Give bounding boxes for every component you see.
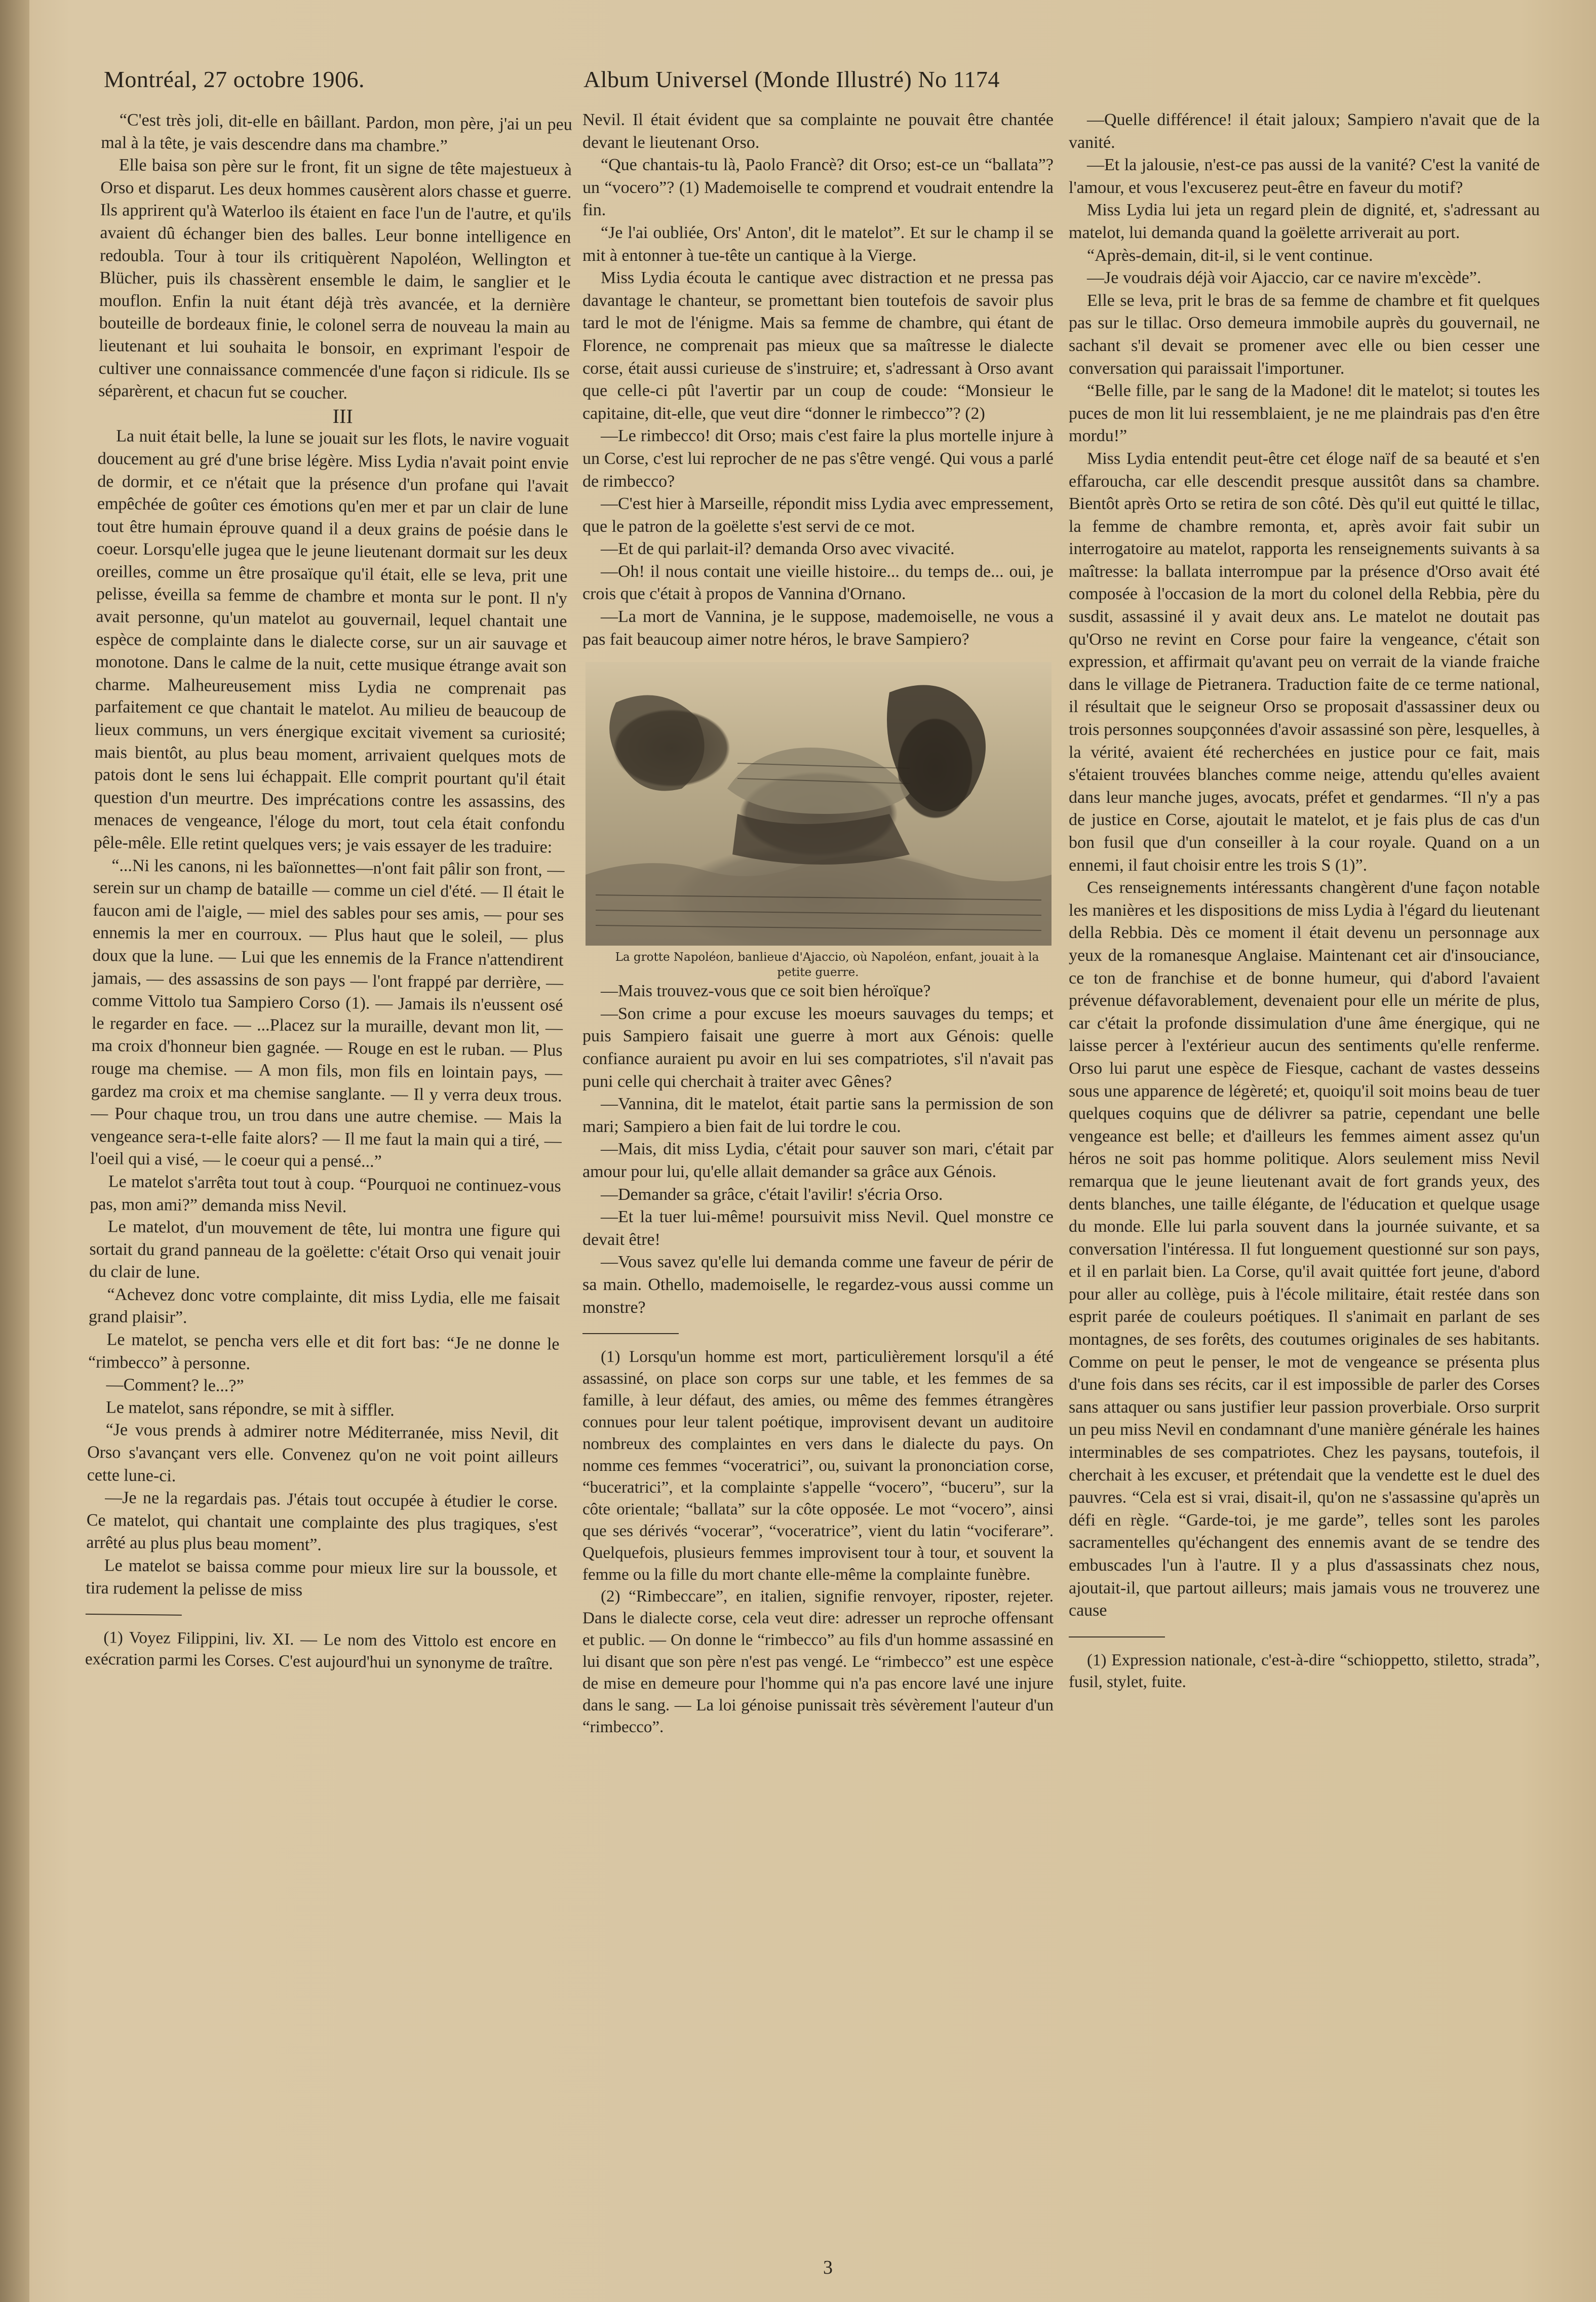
paragraph: “Je l'ai oubliée, Ors' Anton', dit le matelot”. Et sur le champ il se mit à entonner à tue-tête un cantique à la Vierge.: [582, 223, 1054, 265]
footnote: (1) Voyez Filippini, liv. XI. — Le nom des Vittolo est encore en exécration parmi les Corses. C'est aujourd'hui un synonyme de traître.: [85, 1628, 557, 1673]
paragraph: Le matelot, d'un mouvement de tête, lui montra une figure qui sortait du grand panneau de la goëlette: c'était Orso qui venait jouir du clair de lune.: [89, 1217, 561, 1282]
paragraph: —Mais trouvez-vous que ce soit bien héroïque?: [601, 982, 931, 1001]
paragraph: —Je ne la regardais pas. J'étais tout occupée à étudier le corse. Ce matelot, qui chantait une complainte des plus tragiques, s'est arrêté au plus plus beau moment”.: [86, 1488, 558, 1555]
image-caption: La grotte Napoléon, banlieue d'Ajaccio, où Napoléon, enfant, jouait à la petite guerre.: [615, 951, 1039, 980]
footnote-rule: [86, 1614, 182, 1616]
page-binding-edge: [0, 0, 29, 2302]
paragraph: La nuit était belle, la lune se jouait sur les flots, le navire voguait doucement au gré d'une brise légère. Miss Lydia n'avait point envie de dormir, et ce n'était que la présence d'un profane qui l'avait empêchée de goûter ces émotions qu'en mer et par un clair de lune tout être humain éprouve quand il a deux grains de poésie dans le coeur. Lorsqu'elle jugea que le jeune lieutenant dormait sur les deux oreilles, comme un être prosaïque qu'il était, elle se leva, prit une pelisse, éveilla sa femme de chambre et monta sur le pont. Il n'y avait personne, qu'un matelot au gouvernail, lequel chantait une espèce de complainte dans le dialecte corse, sur un air sauvage et monotone. Dans le calme de la nuit, cette musique étrange avait son charme. Malheureusement miss Lydia ne comprenait pas parfaitement ce que chantait le matelot. Au milieu de beaucoup de lieux communs, un vers énergique excitait vivement sa curiosité; mais bientôt, au plus beau moment, arrivaient quelques mots de patois dont le sens lui échappait. Elle comprit pourtant qu'il était question d'un meurtre. Des imprécations contre les assassins, des menaces de vengeance, l'éloge du mort, tout cela était confondu pêle-mêle. Elle retint quelques vers; je vais essayer de les traduire:: [93, 426, 569, 857]
paragraph: —Vannina, dit le matelot, était partie sans la permission de son mari; Sampiero a bien fait de lui tordre le cou.: [582, 1095, 1054, 1136]
paragraph: “Que chantais-tu là, Paolo Francè? dit Orso; est-ce un “ballata”? un “vocero”? (1) Mademoiselle te comprend et voudrait entendre la fin.: [582, 155, 1054, 220]
column-2: [582, 109, 1054, 1738]
song-verse: “...Ni les canons, ni les baïonnettes—n'ont fait pâlir son front, — serein sur un champ de bataille — comme un ciel d'été. — Il était le faucon ami de l'aigle, — miel des sables pour ses amis, — pour ses ennemis la mer en courroux. — Plus haut que le soleil, — plus doux que la lune. — Lui que les ennemis de la France n'attendirent jamais, — des assassins de son pays — l'ont frappé par derrière, — comme Vittolo tua Sampiero Corso (1). — Jamais ils n'eussent osé le regarder en face. — ...Placez sur la muraille, devant mon lit, — ma croix d'honneur bien gagnée. — Rouge en est le ruban. — Plus rouge ma chemise. — A mon fils, mon fils en lointain pays, — gardez ma croix et ma chemise sanglante. — Il y verra deux trous. — Pour chaque trou, un trou dans une autre chemise. — Mais la vengeance sera-t-elle faite alors? — Il me faut la main qui a tiré, — l'oeil qui a visé, — le coeur qui a pensé...”: [90, 855, 565, 1172]
paragraph: —Et de qui parlait-il? demanda Orso avec vivacité.: [601, 539, 955, 559]
paragraph: Miss Lydia entendit peut-être cet éloge naïf de sa beauté et s'en effaroucha, car elle descendit presque aussitôt dans sa chambre. Bientôt après Orto se retira de son côté. Dès qu'il eut quitté le tillac, la femme de chambre remonta, et, après avoir fait subir un interrogatoire au matelot, rapporta les renseignements suivants à sa maîtresse: la ballata interrompue par la présence d'Orso avait été composée à l'occasion de la mort du colonel della Rebbia, père du susdit, assassiné il y avait deux ans. Le matelot ne doutait pas qu'Orso ne revint en Corse pour faire la vengeance, c'était son expression, et affirmait qu'avant peu on verrait de la viande fraiche dans le village de Pietranera. Traduction faite de ce terme national, il résultait que le seigneur Orso se proposait d'assassiner deux ou trois personnes soupçonnées d'avoir assassiné son père, lesquelles, à la vérité, avaient été recherchées en justice pour ce fait, mais s'étaient trouvées blanches comme neige, attendu qu'elles avaient dans leur manche juges, avocats, préfet et gendarmes. “Il n'y a pas de justice en Corse, ajoutait le matelot, et je fais plus de cas d'un bon fusil que d'un conseiller à la cour royale. Quand on a un ennemi, il faut choisir entre les trois S (1)”.: [1069, 449, 1540, 875]
paragraph: Elle se leva, prit le bras de sa femme de chambre et fit quelques pas sur le tillac. Orso demeura immobile auprès du gouvernail, ne sachant s'il devait se promener avec elle ou bien cesser une conversation qui paraissait l'importuner.: [1069, 291, 1540, 378]
paragraph: Miss Lydia lui jeta un regard plein de dignité, et, s'adressant au matelot, lui demanda quand la goëlette arriverait au port.: [1069, 201, 1540, 242]
paragraph: Elle baisa son père sur le front, fit un signe de tête majestueux à Orso et disparut. Les deux hommes causèrent alors chasse et guerre. Ils apprirent qu'à Waterloo ils étaient en face l'un de l'autre, et qu'ils avaient dû échanger bien des balles. Leur bonne intelligence en redoubla. Tour à tour ils critiquèrent Napoléon, Wellington et Blücher, puis ils chassèrent ensemble le daim, le sanglier et le mouflon. Enfin la nuit étant déjà très avancée, et la dernière bouteille de bordeaux finie, le colonel serra de nouveau la main au lieutenant et lui souhaita le bonsoir, en exprimant l'espoir de cultiver une connaissance commencée d'une façon si ridicule. Ils se séparèrent, et chacun fut se coucher.: [98, 155, 572, 403]
paragraph: Le matelot se baissa comme pour mieux lire sur la boussole, et tira rudement la pelisse de miss: [86, 1556, 558, 1599]
running-header: [104, 66, 1573, 101]
paragraph: “Belle fille, par le sang de la Madone! dit le matelot; si toutes les puces de mon lit lui ressemblaient, je ne me plaindrais pas d'en être mordu!”: [1069, 381, 1540, 446]
paragraph: —Quelle différence! il était jaloux; Sampiero n'avait que de la vanité.: [1069, 110, 1540, 152]
paragraph: Le matelot, sans répondre, se mit à siffler.: [105, 1398, 395, 1420]
paragraph: —Le rimbecco! dit Orso; mais c'est faire la plus mortelle injure à un Corse, c'est lui reprocher de ne pas s'être vengé. Qui vous a parlé de rimbecco?: [582, 426, 1054, 491]
paragraph: —Et la jalousie, n'est-ce pas aussi de la vanité? C'est la vanité de l'amour, et vous l'excuserez peut-être en faveur du motif?: [1069, 155, 1540, 197]
paragraph: —Vous savez qu'elle lui demanda comme une faveur de périr de sa main. Othello, mademoiselle, le regardez-vous aussi comme un monstre?: [582, 1253, 1054, 1317]
footnote: (1) Lorsqu'un homme est mort, particulièrement lorsqu'il a été assassiné, on place son corps sur une table, et les femmes de sa famille, à leur défaut, des amies, ou même des femmes étrangères connues pour leur talent poétique, improvisent devant un auditoire nombreux des complaintes en vers dans le dialecte du pays. On nomme ces femmes “voceratrici”, ou, suivant la prononciation corse, “buceratrici”, et la complainte s'appelle “vocero”, “buceru”, sur la côte orientale; “ballata” sur la côte opposée. Le mot “vocero”, ainsi que ses dérivés “vocerar”, “voceratrice”, vient du latin “vociferare”. Quelquefois, plusieurs femmes improvisent tour à tour, et souvent la femme ou la fille du mort chante elle-même la complainte funèbre.: [582, 1348, 1054, 1584]
header-publication: Album Universel (Monde Illustré) No 1174: [583, 66, 1000, 92]
paragraph: —La mort de Vannina, je le suppose, mademoiselle, ne vous a pas fait beaucoup aimer notre héros, le brave Sampiero?: [582, 607, 1054, 649]
paragraph: “Achevez donc votre complainte, dit miss Lydia, elle me faisait grand plaisir”.: [88, 1285, 560, 1328]
header-date: Montréal, 27 octobre 1906.: [104, 66, 365, 92]
paragraph: —Son crime a pour excuse les moeurs sauvages du temps; et puis Sampiero faisait une guerre à mort aux Génois: quelle confiance auraient pu avoir en lui ses compatriotes, s'il n'avait pas puni celle qui cherchait à traiter avec Gênes?: [582, 1004, 1054, 1091]
chapter-number: III: [332, 404, 353, 427]
column-1: [85, 109, 572, 1675]
footnotes: [1069, 1650, 1540, 1693]
engraving-drawing: [586, 662, 1052, 946]
paragraph: —Je voudrais déjà voir Ajaccio, car ce navire m'excède”.: [1087, 268, 1482, 288]
paragraph: —C'est hier à Marseille, répondit miss Lydia avec empressement, que le patron de la goëlette s'est servi de ce mot.: [582, 494, 1054, 536]
paragraph: —Mais, dit miss Lydia, c'était pour sauver son mari, c'était par amour pour lui, qu'elle allait demander sa grâce aux Génois.: [582, 1140, 1054, 1181]
footnote: (2) “Rimbeccare”, en italien, signifie renvoyer, riposter, rejeter. Dans le dialecte corse, cela veut dire: adresser un reproche offensant et public. — On donne le “rimbecco” au fils d'un homme assassiné en lui disant que son père n'est pas vengé. Le “rimbecco” est une espèce de mise en demeure pour l'homme qui n'a pas encore lavé une injure dans le sang. — La loi génoise punissait très sévèrement l'auteur d'un “rimbecco”.: [582, 1587, 1054, 1737]
footnotes: [85, 1627, 557, 1675]
paragraph: —Demander sa grâce, c'était l'avilir! s'écria Orso.: [601, 1185, 943, 1204]
paragraph: Le matelot, se pencha vers elle et dit fort bas: “Je ne donne le “rimbecco” à personne.: [88, 1330, 560, 1373]
paragraph: Miss Lydia écouta le cantique avec distraction et ne pressa pas davantage le chanteur, se promettant bien toutefois de savoir plus tard le mot de l'énigme. Mais sa femme de chambre, qui étant de Florence, ne comprenait pas mieux que sa maîtresse le dialecte corse, était aussi curieuse de s'instruire; et, s'adressant à Orso avant que celle-ci pût l'avertir par un coup de coude: “Monsieur le capitaine, dit-elle, que veut dire “donner le rimbecco”? (2): [582, 268, 1054, 423]
paragraph: Ces renseignements intéressants changèrent d'une façon notable les manières et les dispositions de miss Lydia à l'égard du lieutenant della Rebbia. Dès ce moment il était devenu un personnage aux yeux de la romanesque Anglaise. Maintenant cet air d'insouciance, ce ton de franchise et de bonne humeur, qui d'abord l'avaient prévenue défavorablement, devenaient pour elle un mérite de plus, car c'était la profonde dissimulation d'une âme énergique, qui ne laisse percer à l'extérieur aucun des sentiments qu'elle renferme. Orso lui parut une espèce de Fiesque, cachant de vastes desseins sous une apparence de légèreté; et, quoiqu'il soit moins beau de tuer quelques coquins que de délivrer sa patrie, cependant une belle vengeance est belle; et d'ailleurs les femmes aiment assez qu'un héros ne soit pas homme politique. Alors seulement miss Nevil remarqua que le jeune lieutenant avait de fort grands yeux, des dents blanches, une taille élégante, de l'éducation et quelque usage du monde. Elle lui parla souvent dans la journée suivante, et sa conversation l'intéressa. Il fut longuement questionné sur son pays, et il en parlait bien. La Corse, qu'il avait quittée fort jeune, d'abord pour aller au collège, puis à l'école militaire, était restée dans son esprit parée de couleurs poétiques. Il s'animait en parlant de ses montagnes, de ses forêts, des coutumes originales de ses habitants. Comme on peut le penser, le mot de vengeance se présenta plus d'une fois dans ses récits, car il est impossible de parler des Corses sans attaquer ou sans justifier leur passion proverbiale. Orso surprit un peu miss Nevil en condamnant d'une manière générale les haines interminables de ses compatriotes. Chez les paysans, toutefois, il cherchait à les excuser, et prétendait que la vendette est le duel des pauvres. “Cela est si vrai, disait-il, qu'on ne s'assassine qu'après un défi en règle. “Garde-toi, je me garde”, telles sont les paroles sacramentelles qu'échangent des ennemis avant de se tendre des embuscades l'un à l'autre. Il y a plus d'assassinats chez nous, ajoutait-il, que partout ailleurs; mais jamais vous ne trouverez une cause: [1069, 878, 1540, 1620]
footnote: (1) Expression nationale, c'est-à-dire “schioppetto, stiletto, strada”, fusil, stylet, fuite.: [1069, 1651, 1540, 1691]
paragraph: —Comment? le...?”: [106, 1375, 244, 1396]
paragraph: —Et la tuer lui-même! poursuivit miss Nevil. Quel monstre ce devait être!: [582, 1207, 1054, 1249]
paragraph: “Après-demain, dit-il, si le vent continue.: [1087, 246, 1373, 265]
column-3: [1069, 109, 1540, 1693]
paragraph: —Oh! il nous contait une vieille histoire... du temps de... oui, je crois que c'était à propos de Vannina d'Ornano.: [582, 562, 1054, 604]
footnote-rule: [1069, 1636, 1165, 1637]
paragraph: “C'est très joli, dit-elle en bâillant. Pardon, mon père, j'ai un peu mal à la tête, je vais descendre dans ma chambre.”: [101, 110, 572, 155]
footnotes: [582, 1346, 1054, 1738]
paragraph: Nevil. Il était évident que sa complainte ne pouvait être chantée devant le lieutenant Orso.: [582, 110, 1054, 152]
grotto-engraving-image: [586, 662, 1052, 946]
footnote-rule: [582, 1333, 679, 1334]
page-number: 3: [823, 2257, 833, 2278]
paragraph: Le matelot s'arrêta tout tout à coup. “Pourquoi ne continuez-vous pas, mon ami?” demanda miss Nevil.: [90, 1172, 561, 1216]
paragraph: “Je vous prends à admirer notre Méditerranée, miss Nevil, dit Orso s'avançant vers elle. Convenez qu'on ne voit point ailleurs cette lune-ci.: [87, 1420, 559, 1486]
